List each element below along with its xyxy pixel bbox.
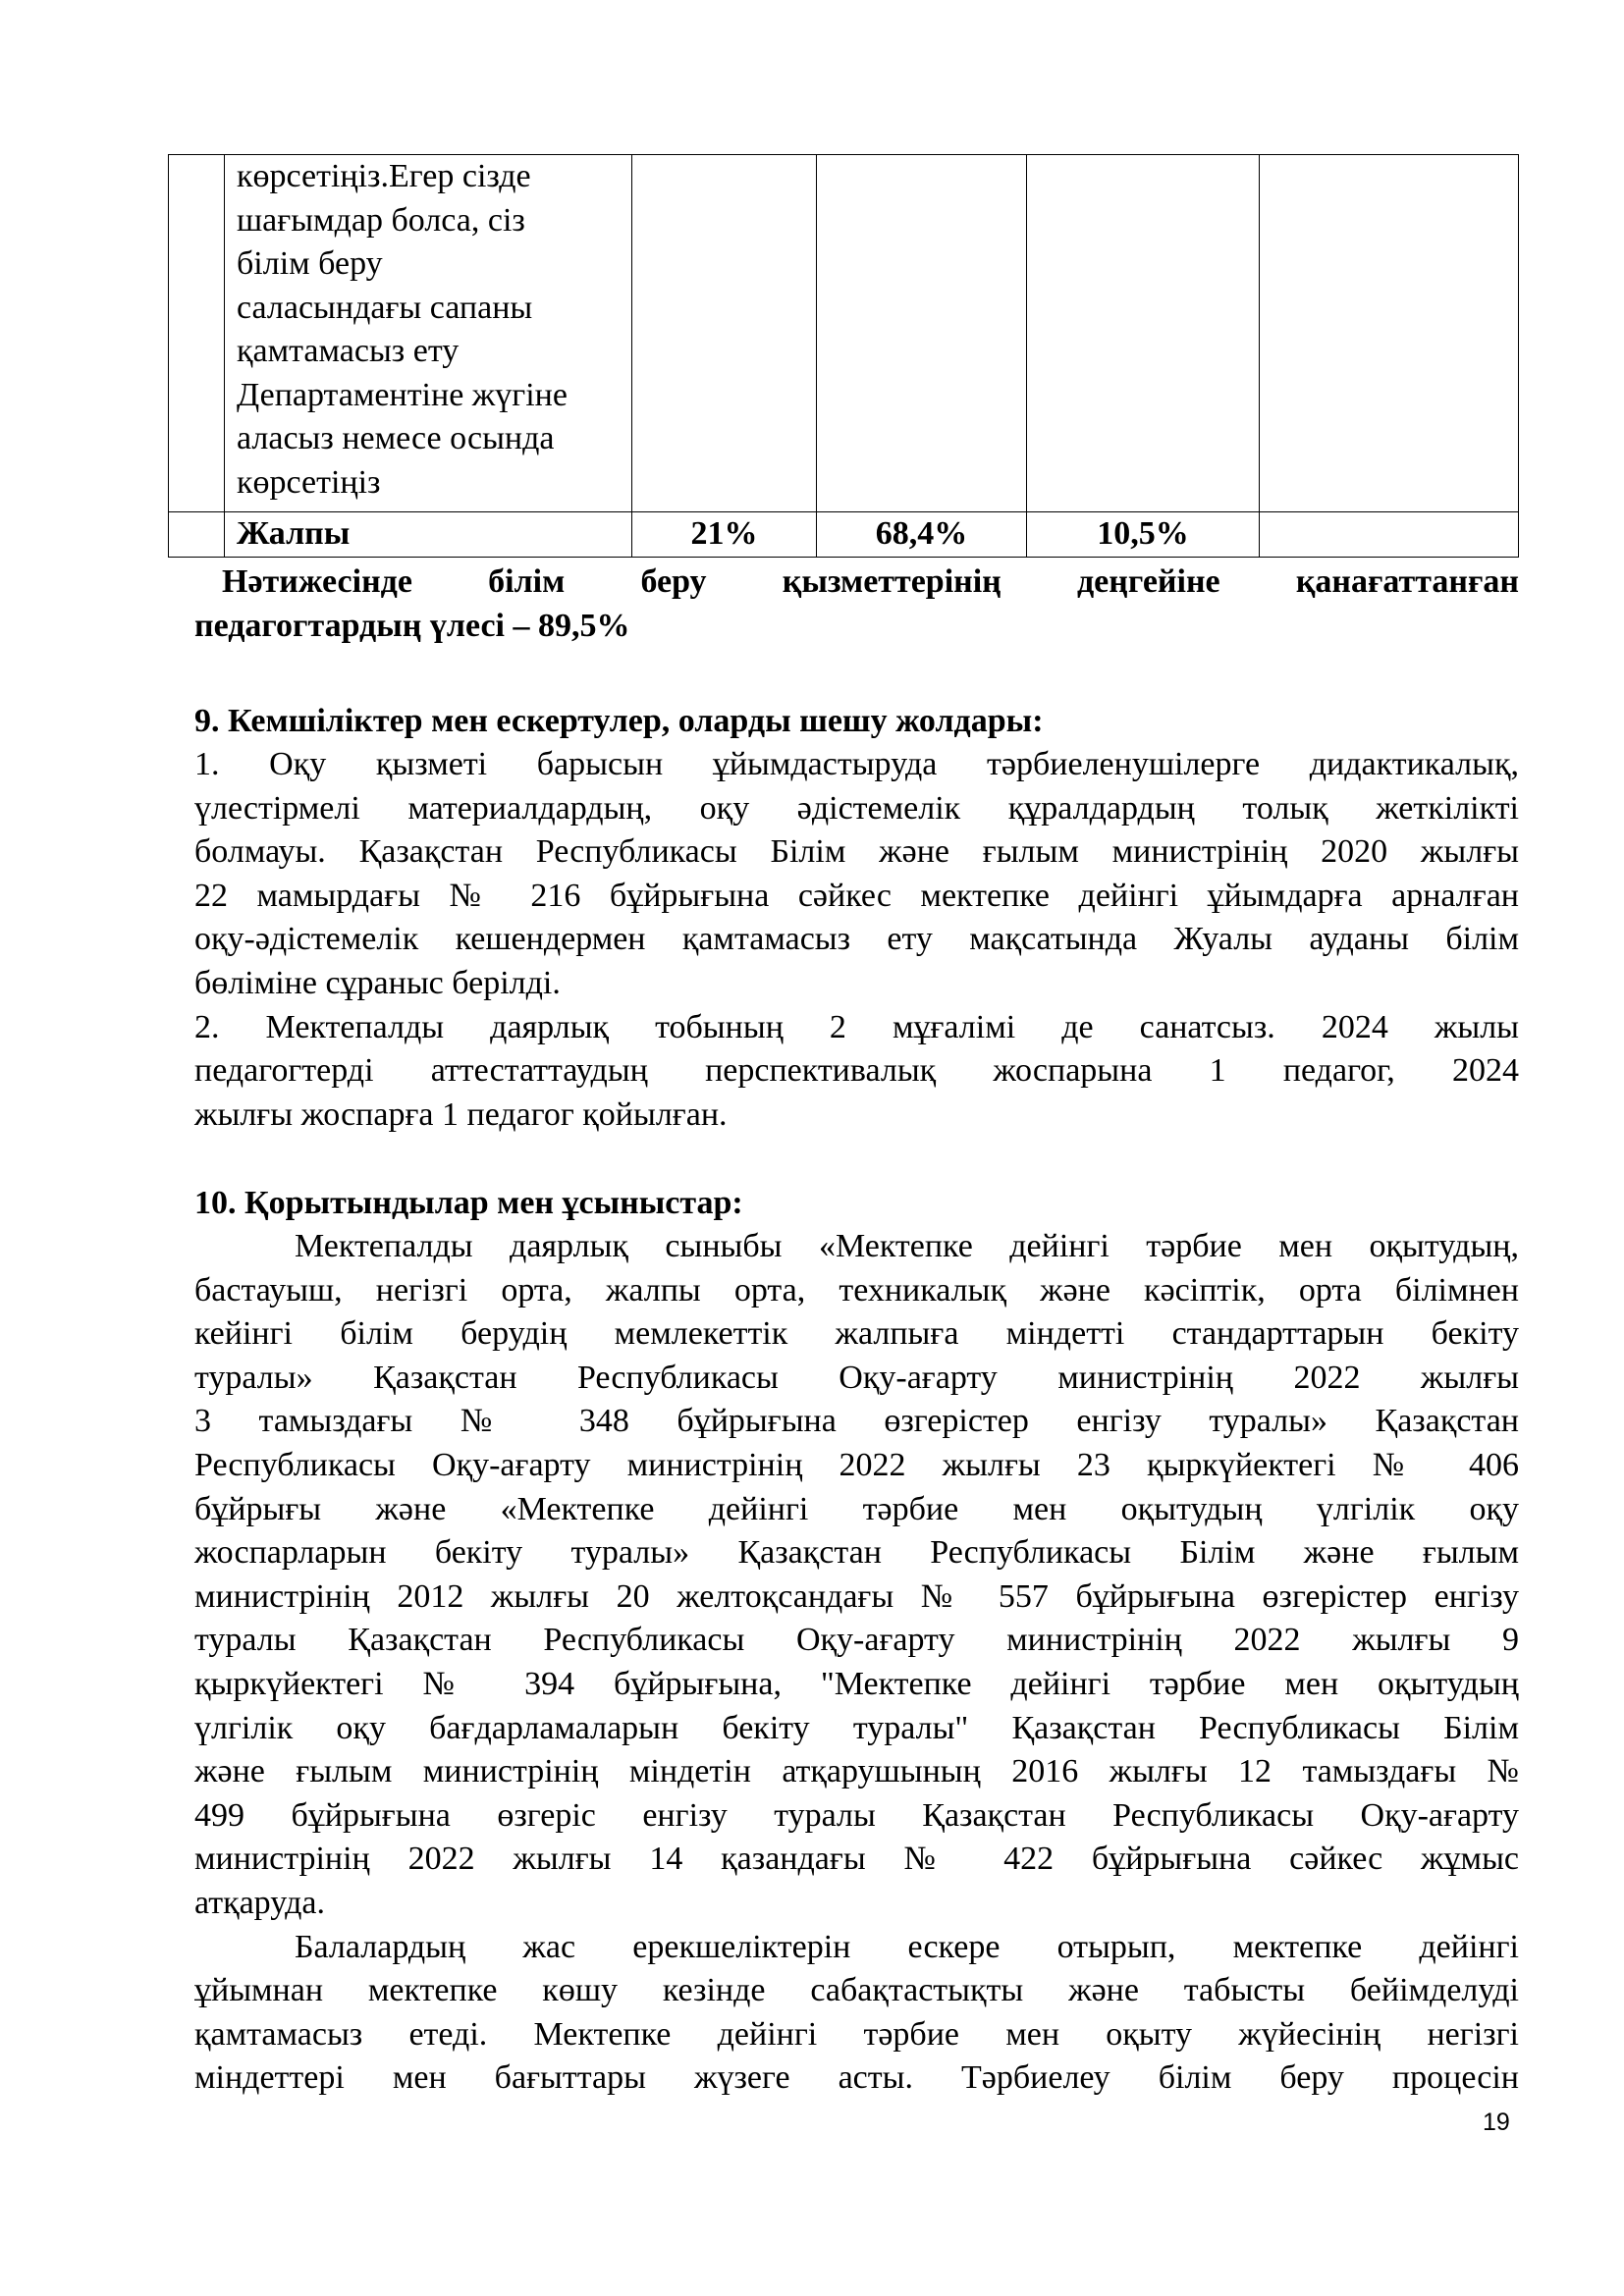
table-row <box>169 155 1519 512</box>
question-line: көрсетіңіз.Егер сізде <box>237 158 531 194</box>
text-line: 22 мамырдағы № 216 бұйрығына сәйкес мектепке дейінгі ұйымдарға арналған <box>194 877 1519 914</box>
table-cell <box>169 512 225 558</box>
total-value <box>1260 512 1519 558</box>
table-cell <box>632 155 817 512</box>
table-cell <box>817 155 1027 512</box>
question-line: шағымдар болса, сіз <box>237 201 525 239</box>
text-line: 499 бұйрығына өзгеріс енгізу туралы Қазақстан Республикасы Оқу-ағарту <box>194 1796 1519 1834</box>
total-value: 68,4% <box>817 512 1027 558</box>
text-line: үлестірмелі материалдардың, оқу әдістемелік құралдардың толық жеткілікті <box>194 789 1519 827</box>
text-line: қамтамасыз етеді. Мектепке дейінгі тәрбие мен оқыту жүйесінің негізгі <box>194 2015 1519 2053</box>
total-label: Жалпы <box>225 512 632 558</box>
text-line: жоспарларын бекіту туралы» Қазақстан Республикасы Білім және ғылым <box>194 1534 1519 1572</box>
text-line: бастауыш, негізгі орта, жалпы орта, техникалық және кәсіптік, орта білімнен <box>194 1271 1519 1308</box>
survey-table <box>168 154 1519 558</box>
text-line: оқу-әдістемелік кешендермен қамтамасыз ету мақсатында Жуалы ауданы білім <box>194 921 1519 958</box>
text-line: үлгілік оқу бағдарламаларын бекіту туралы" Қазақстан Республикасы Білім <box>194 1709 1519 1746</box>
table-cell <box>169 155 225 512</box>
section-9-text <box>194 743 1519 1137</box>
page-number: 19 <box>1483 2109 1510 2136</box>
text-line: туралы Қазақстан Республикасы Оқу-ағарту министрінің 2022 жылғы 9 <box>194 1622 1519 1659</box>
text-line: 1. Оқу қызметі барысын ұйымдастыруда тәрбиеленушілерге дидактикалық, <box>194 746 1519 782</box>
text-line: 2. Мектепалды даярлық тобының 2 мұғалімі де санатсыз. 2024 жылы <box>194 1008 1519 1045</box>
question-cell <box>225 155 632 512</box>
result-summary <box>194 560 1519 648</box>
question-line: қамтамасыз ету <box>237 333 460 369</box>
total-value: 10,5% <box>1027 512 1260 558</box>
text-line: бұйрығы және «Мектепке дейінгі тәрбие мен оқытудың үлгілік оқу <box>194 1490 1519 1527</box>
table-cell <box>1260 155 1519 512</box>
question-line: Департаментіне жүгіне <box>237 376 568 413</box>
question-line: көрсетіңіз <box>237 463 381 501</box>
text-line: бөліміне сұраныс берілді. <box>194 964 561 1001</box>
text-line: министрінің 2022 жылғы 14 қазандағы № 422 бұйрығына сәйкес жұмыс <box>194 1841 1519 1878</box>
section-10-text <box>194 1225 1519 2101</box>
text-line: міндеттері мен бағыттары жүзеге асты. Тәрбиелеу білім беру процесін <box>194 2059 1519 2097</box>
table-row-total <box>169 512 1519 558</box>
section-9-heading: 9. Кемшіліктер мен ескертулер, оларды шешу жолдары: <box>194 703 1044 739</box>
text-line: педагогтерді аттестаттаудың перспективалық жоспарына 1 педагог, 2024 <box>194 1052 1519 1090</box>
question-line: аласыз немесе осында <box>237 420 555 456</box>
text-line: қыркүйектегі № 394 бұйрығына, "Мектепке дейінгі тәрбие мен оқытудың <box>194 1665 1519 1702</box>
total-value: 21% <box>632 512 817 558</box>
question-line: саласындағы сапаны <box>237 289 533 326</box>
text-line: жылғы жоспарға 1 педагог қойылған. <box>194 1095 728 1133</box>
text-line: болмауы. Қазақстан Республикасы Білім және ғылым министрінің 2020 жылғы <box>194 833 1519 871</box>
section-10-heading: 10. Қорытындылар мен ұсыныстар: <box>194 1185 743 1221</box>
text-line: Мектепалды даярлық сыныбы «Мектепке дейінгі тәрбие мен оқытудың, <box>295 1228 1519 1264</box>
text-line: Балалардың жас ерекшеліктерін ескере отырып, мектепке дейінгі <box>295 1928 1519 1965</box>
text-line: ұйымнан мектепке көшу кезінде сабақтастықты және табысты бейімделуді <box>194 1972 1519 2009</box>
text-line: және ғылым министрінің міндетін атқарушының 2016 жылғы 12 тамыздағы № <box>194 1753 1519 1790</box>
text-line: кейінгі білім берудің мемлекеттік жалпыға міндетті стандарттарын бекіту <box>194 1315 1519 1353</box>
result-line: педагогтардың үлесі – 89,5% <box>194 608 630 644</box>
text-line: Республикасы Оқу-ағарту министрінің 2022 жылғы 23 қыркүйектегі № 406 <box>194 1446 1519 1483</box>
text-line: 3 тамыздағы № 348 бұйрығына өзгерістер енгізу туралы» Қазақстан <box>194 1403 1519 1440</box>
text-line: туралы» Қазақстан Республикасы Оқу-ағарту министрінің 2022 жылғы <box>194 1359 1519 1396</box>
table-cell <box>1027 155 1260 512</box>
question-line: білім беру <box>237 245 383 282</box>
text-line: атқаруда. <box>194 1884 325 1921</box>
text-line: министрінің 2012 жылғы 20 желтоқсандағы № 557 бұйрығына өзгерістер енгізу <box>194 1577 1519 1615</box>
result-line: Нәтижесінде білім беру қызметтерінің деңгейіне қанағаттанған <box>222 563 1519 600</box>
